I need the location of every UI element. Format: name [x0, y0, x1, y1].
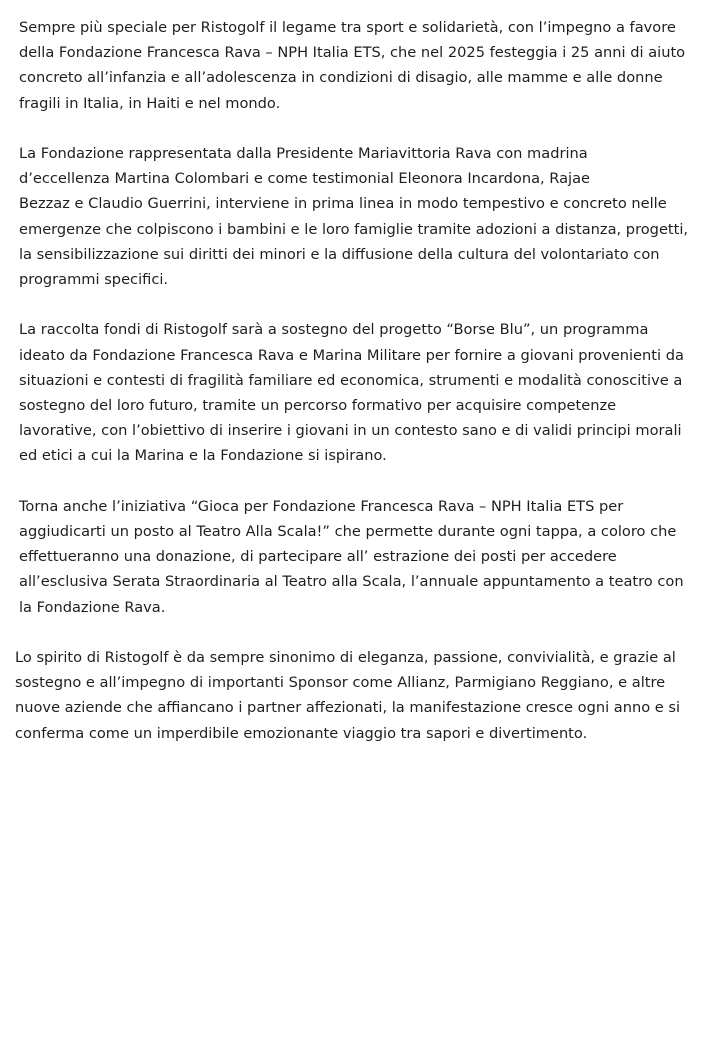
- paragraph-ristogolf-spirit: Lo spirito di Ristogolf è da sempre sinonimo di eleganza, passione, convivialità, e grazie al sostegno e all’impegno di importanti Sponsor come Allianz, Parmigiano Reggiano, e altre nuove aziende che affiancano i partner affezionati, la manifestazione cresce ogni anno e si conferma come un imperdibile emozionante viaggio tra sapori e divertimento.: [15, 649, 681, 742]
- paragraph-gioca-initiative: Torna anche l’iniziativa “Gioca per Fondazione Francesca Rava – NPH Italia ETS per aggiudicarti un posto al Teatro Alla Scala!” che permette durante ogni tappa, a coloro che effettueranno una donazione, di partecipare all’ estrazione dei posti per accedere all’esclusiva Serata Straordinaria al Teatro alla Scala, l’annuale appuntamento a teatro con la Fondazione Rava.: [19, 497, 684, 616]
- article-body: [0, 15, 720, 746]
- paragraph-borse-blu-project: La raccolta fondi di Ristogolf sarà a sostegno del progetto “Borse Blu”, un programma ideato da Fondazione Francesca Rava e Marina Militare per fornire a giovani provenienti da situazioni e contesti di fragilità familiare ed economica, strumenti e modalità conoscitive a sostegno del loro futuro, tramite un percorso formativo per acquisire competenze lavorative, con l’obiettivo di inserire i giovani in un contesto sano e di validi principi morali ed etici a cui la Marina e la Fondazione si ispirano.: [19, 321, 684, 465]
- paragraph-fondazione-description: La Fondazione rappresentata dalla Presidente Mariavittoria Rava con madrina d’eccellenza Martina Colombari e come testimonial Eleonora Incardona, Rajae Bezzaz e Claudio Guerrini, interviene in prima linea in modo tempestivo e concreto nelle emergenze che colpiscono i bambini e le loro famiglie tramite adozioni a distanza, progetti, la sensibilizzazione sui diritti dei minori e la diffusione della cultura del volontariato con programmi specifici.: [19, 145, 689, 289]
- paragraph-ristogolf-solidarity: Sempre più speciale per Ristogolf il legame tra sport e solidarietà, con l’impegno a favore della Fondazione Francesca Rava – NPH Italia ETS, che nel 2025 festeggia i 25 anni di aiuto concreto all’infanzia e all’adolescenza in condizioni di disagio, alle mamme e alle donne fragili in Italia, in Haiti e nel mondo.: [19, 19, 686, 112]
